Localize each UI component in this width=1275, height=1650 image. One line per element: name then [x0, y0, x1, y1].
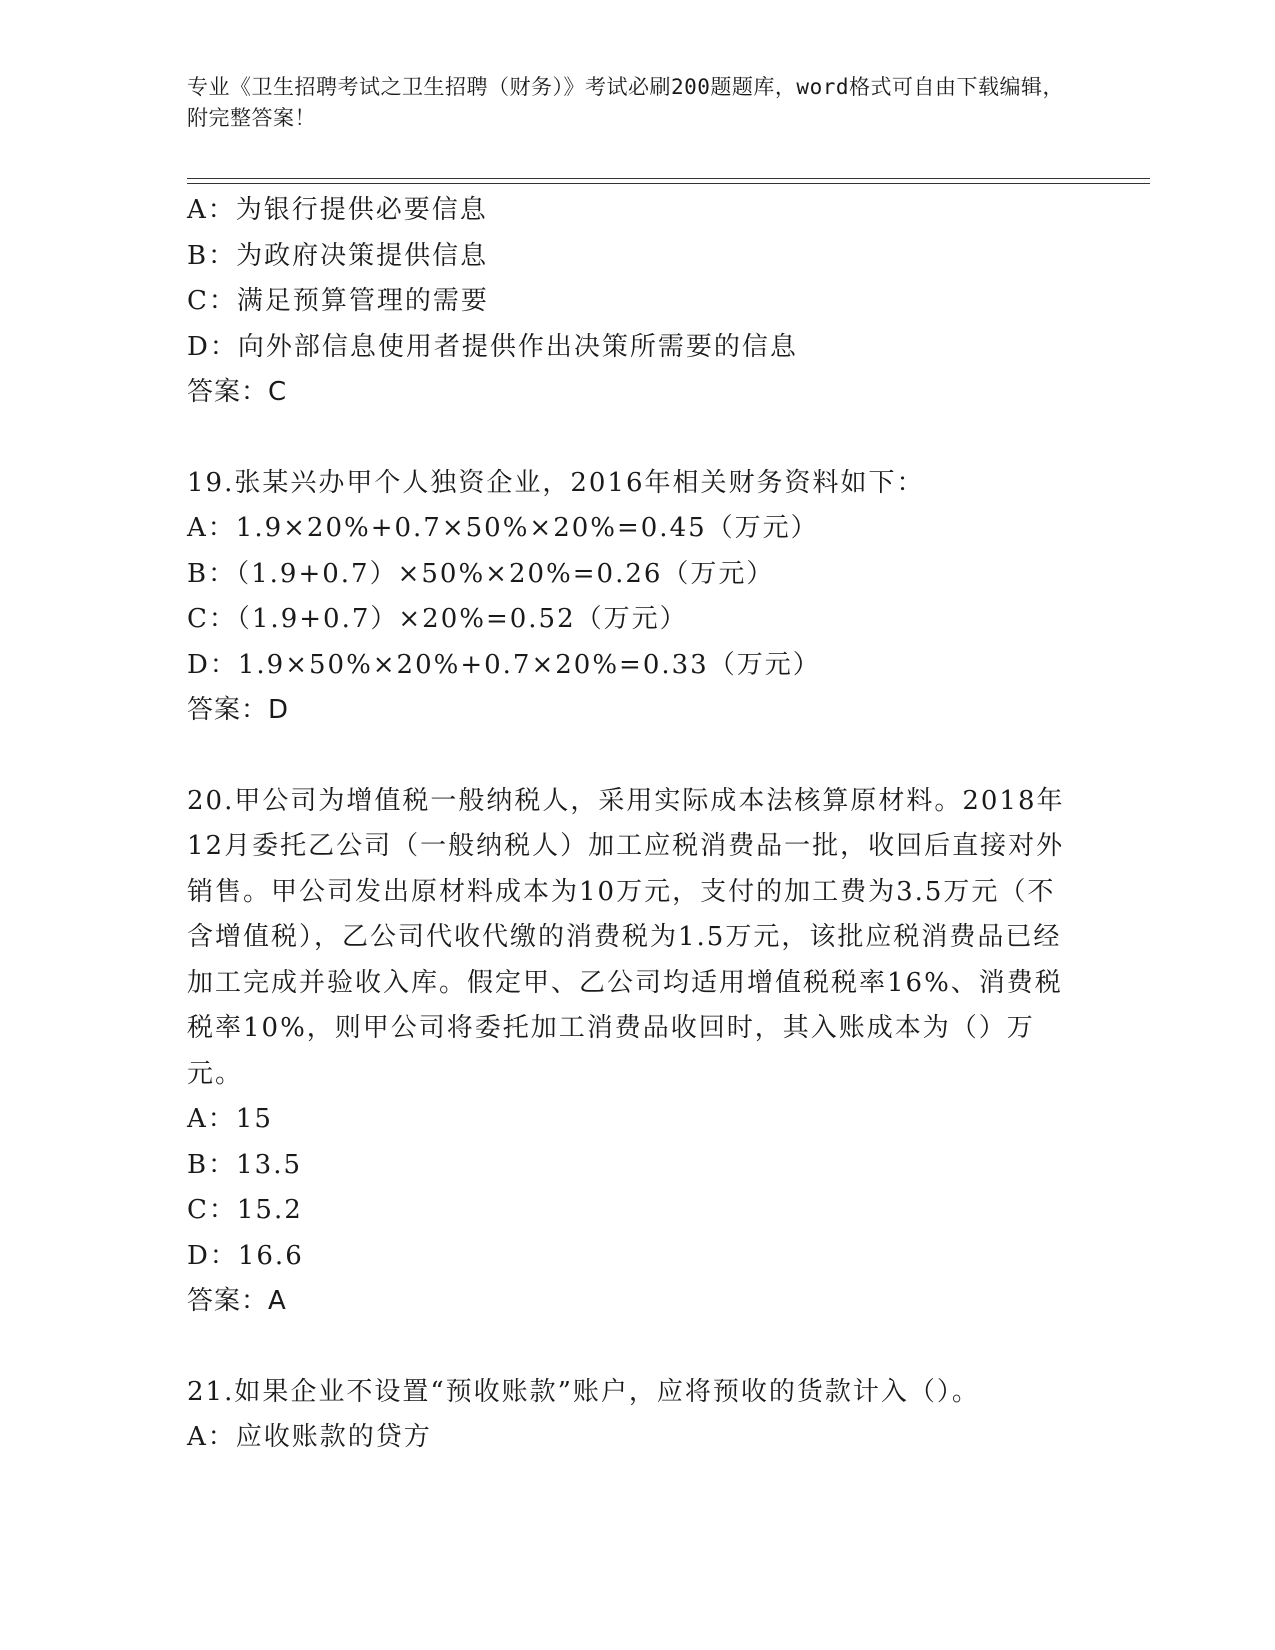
option-b: B：13.5 — [187, 1149, 302, 1180]
question-18-options — [187, 188, 1077, 416]
page-header-title: 专业《卫生招聘考试之卫生招聘（财务）》考试必刷200题题库，word格式可自由下载编辑，附完整答案！ — [187, 75, 1064, 130]
option-d: D：16.6 — [187, 1240, 304, 1271]
option-a: A：应收账款的贷方 — [187, 1422, 432, 1452]
header-divider — [187, 178, 1150, 184]
question-stem: 19.张某兴办甲个人独资企业，2016年相关财务资料如下： — [187, 467, 925, 498]
question-stem: 21.如果企业不设置“预收账款”账户，应将预收的货款计入（）。 — [187, 1376, 980, 1407]
spacer — [187, 416, 1077, 461]
question-19 — [187, 461, 1077, 734]
option-b: B：（1.9+0.7）×50%×20%=0.26（万元） — [187, 558, 775, 589]
answer-line: 答案：A — [187, 1286, 287, 1316]
option-a: A：1.9×20%+0.7×50%×20%=0.45（万元） — [187, 513, 819, 543]
spacer — [187, 734, 1077, 779]
option-a: A：15 — [187, 1104, 273, 1134]
option-c: C：15.2 — [187, 1195, 303, 1225]
option-a: A：为银行提供必要信息 — [187, 195, 488, 225]
question-stem: 20.甲公司为增值税一般纳税人，采用实际成本法核算原材料。2018年12月委托乙公司（一般纳税人）加工应税消费品一批，收回后直接对外销售。甲公司发出原材料成本为10万元，支付的加工费为3.5万元（不含增值税），乙公司代收代缴的消费税为1.5万元，该批应税消费品已经加工完成并验收入库。假定甲、乙公司均适用增值税税率16%、消费税税率10%，则甲公司将委托加工消费品收回时，其入账成本为（）万元。 — [187, 785, 1065, 1089]
question-content — [187, 188, 1077, 1461]
answer-line: 答案：C — [187, 377, 288, 407]
option-c: C：满足预算管理的需要 — [187, 286, 489, 316]
option-b: B：为政府决策提供信息 — [187, 240, 489, 271]
answer-line: 答案：D — [187, 695, 290, 725]
option-c: C：（1.9+0.7）×20%=0.52（万元） — [187, 604, 688, 634]
option-d: D：向外部信息使用者提供作出决策所需要的信息 — [187, 331, 798, 362]
spacer — [187, 1325, 1077, 1370]
question-21 — [187, 1370, 1077, 1461]
question-20 — [187, 779, 1077, 1325]
option-d: D：1.9×50%×20%+0.7×20%=0.33（万元） — [187, 649, 821, 680]
